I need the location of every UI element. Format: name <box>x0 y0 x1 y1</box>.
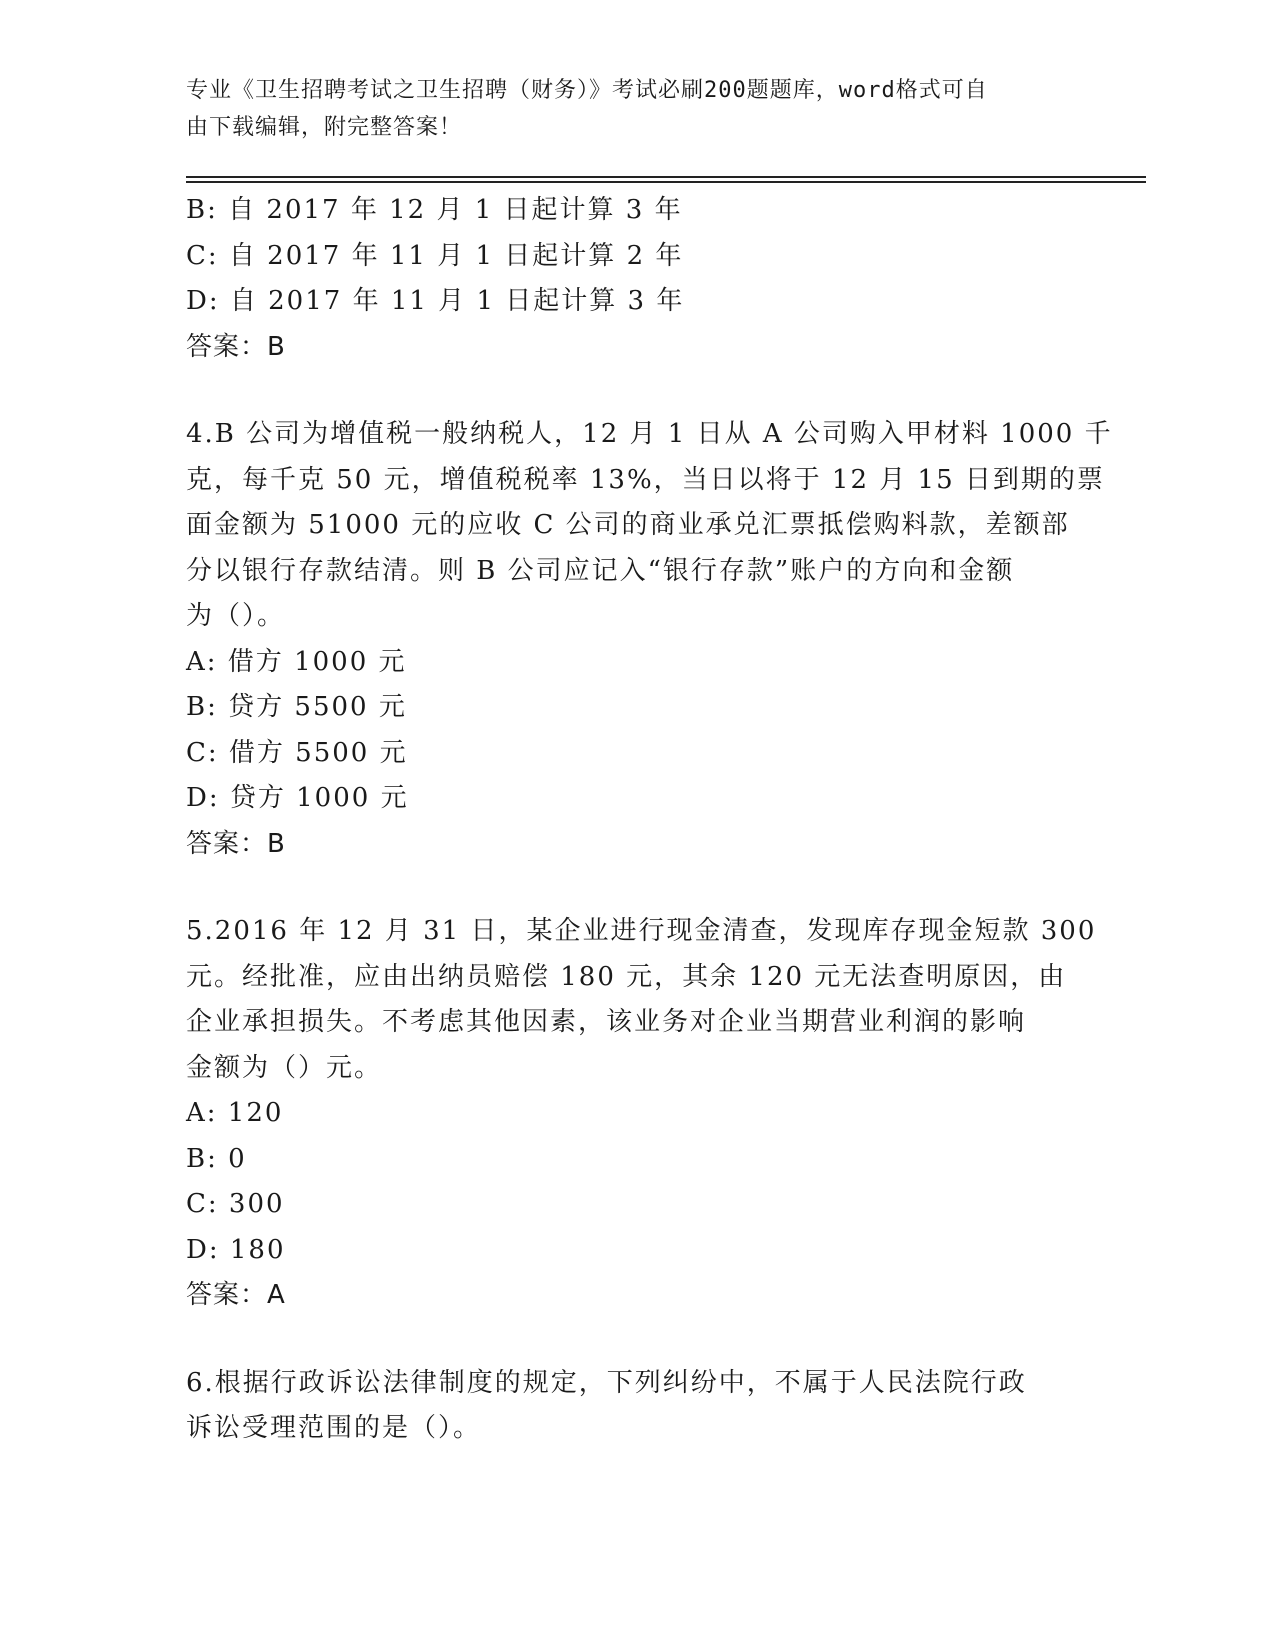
question-stem-line: 4.B 公司为增值税一般纳税人，12 月 1 日从 A 公司购入甲材料 1000 千 <box>186 419 1113 449</box>
option-b: B: 0 <box>186 1143 247 1174</box>
header-line-2: 由下载编辑，附完整答案！ <box>186 115 463 140</box>
option-c: C: 300 <box>186 1189 285 1219</box>
question-stem-line: 6.根据行政诉讼法律制度的规定，下列纠纷中，不属于人民法院行政 <box>186 1367 1027 1398</box>
question-stem-line: 5.2016 年 12 月 31 日，某企业进行现金清查，发现库存现金短款 300 <box>186 916 1097 946</box>
question-stem-line: 克，每千克 50 元，增值税税率 13%，当日以将于 12 月 15 日到期的票 <box>186 464 1105 495</box>
question-content <box>186 188 1113 1452</box>
option-c: C: 自 2017 年 11 月 1 日起计算 2 年 <box>186 240 684 271</box>
question-spacer <box>186 867 1076 909</box>
question-stem-line: 金额为（）元。 <box>186 1052 383 1083</box>
answer-line: 答案：A <box>186 1280 286 1310</box>
answer-line: 答案：B <box>186 828 286 859</box>
question-spacer <box>186 370 1076 412</box>
question-stem-line: 诉讼受理范围的是（）。 <box>186 1413 482 1443</box>
option-a: A: 120 <box>186 1098 284 1128</box>
question-6 <box>186 1361 1076 1452</box>
question-stem-line: 为（）。 <box>186 601 286 631</box>
question-stem-line: 元。经批准，应由出纳员赔偿 180 元，其余 120 元无法查明原因，由 <box>186 961 1067 992</box>
option-c: C: 借方 5500 元 <box>186 737 408 768</box>
option-d: D: 180 <box>186 1234 286 1265</box>
header-divider-bottom <box>186 181 1146 183</box>
option-d: D: 贷方 1000 元 <box>186 783 409 813</box>
option-b: B: 贷方 5500 元 <box>186 692 407 722</box>
option-d: D: 自 2017 年 11 月 1 日起计算 3 年 <box>186 286 685 316</box>
document-header <box>186 72 1066 146</box>
option-b: B: 自 2017 年 12 月 1 日起计算 3 年 <box>186 195 683 225</box>
option-a: A: 借方 1000 元 <box>186 646 407 677</box>
answer-line: 答案：B <box>186 331 286 362</box>
question-stem-line: 分以银行存款结清。则 B 公司应记入“银行存款”账户的方向和金额 <box>186 555 1015 586</box>
header-line-1: 专业《卫生招聘考试之卫生招聘（财务）》考试必刷200题题库，word格式可自 <box>186 78 988 103</box>
question-stem-line: 面金额为 51000 元的应收 C 公司的商业承兑汇票抵偿购料款，差额部 <box>186 510 1070 540</box>
question-spacer <box>186 1319 1076 1361</box>
question-4 <box>186 412 1113 867</box>
question-5 <box>186 909 1097 1319</box>
question-stem-line: 企业承担损失。不考虑其他因素，该业务对企业当期营业利润的影响 <box>186 1007 1027 1037</box>
question-3-tail <box>186 188 1076 370</box>
header-divider-top <box>186 176 1146 178</box>
